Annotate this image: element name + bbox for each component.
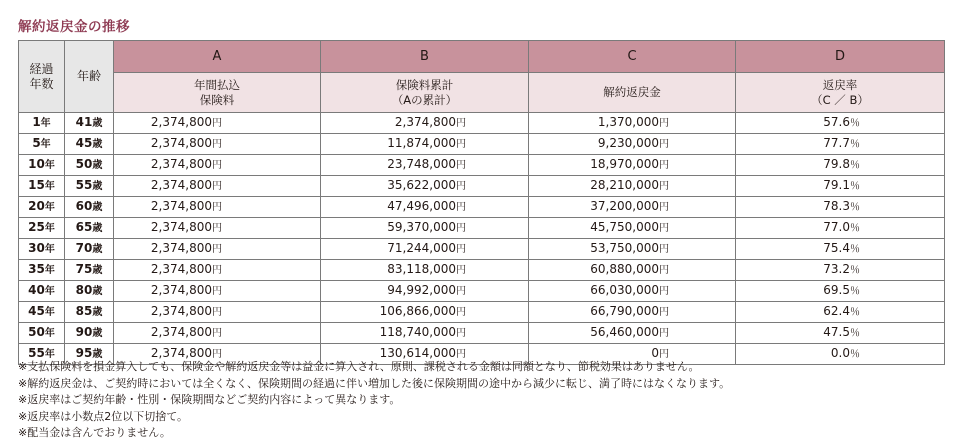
yen-unit: 円 <box>212 160 222 171</box>
yen-unit: 円 <box>212 118 222 129</box>
elapsed-years-value: 20 <box>28 199 45 213</box>
annual-premium-value: 2,374,800 <box>150 241 212 255</box>
year-unit: 年 <box>40 118 51 129</box>
yen-unit: 円 <box>456 181 466 192</box>
header-elapsed-years-label: 経過 年数 <box>29 61 54 91</box>
percent-unit: ％ <box>850 349 860 360</box>
header-surrender-value: 解約返戻金 <box>529 73 736 113</box>
header-age-label: 年齢 <box>76 69 101 83</box>
percent-unit: ％ <box>850 328 860 339</box>
age-value: 90 <box>75 325 93 339</box>
footnote: ※配当金は含んでおりません。 <box>18 426 171 439</box>
yen-unit: 円 <box>659 328 669 339</box>
surrender-value-value: 1,370,000 <box>597 115 659 129</box>
age-unit: 歳 <box>92 307 103 318</box>
annual-premium-value: 2,374,800 <box>150 199 212 213</box>
cell-return-rate <box>736 155 945 176</box>
cell-age <box>65 176 114 197</box>
cell-return-rate <box>736 239 945 260</box>
cumulative-premium-value: 47,496,000 <box>387 199 456 213</box>
percent-unit: ％ <box>850 181 860 192</box>
cell-surrender-value <box>529 323 736 344</box>
header-col-b: B <box>321 41 529 73</box>
age-unit: 歳 <box>92 160 103 171</box>
yen-unit: 円 <box>212 265 222 276</box>
elapsed-years-value: 25 <box>28 220 45 234</box>
table-row <box>19 134 945 155</box>
year-unit: 年 <box>44 328 55 339</box>
header-age <box>65 41 114 113</box>
surrender-value-value: 37,200,000 <box>590 199 659 213</box>
year-unit: 年 <box>44 181 55 192</box>
elapsed-years-value: 40 <box>28 283 45 297</box>
age-value: 70 <box>75 241 93 255</box>
cell-cumulative-premium <box>321 176 529 197</box>
yen-unit: 円 <box>456 286 466 297</box>
cell-elapsed-years <box>19 281 65 302</box>
surrender-value-value: 18,970,000 <box>590 157 659 171</box>
cell-return-rate <box>736 218 945 239</box>
footnote: ※支払保険料を損金算入しても、保険金や解約返戻金等は益金に算入され、原則、課税される金額は同額となり、節税効果はありません。 <box>18 360 700 373</box>
header-row-sub <box>19 73 945 113</box>
yen-unit: 円 <box>212 307 222 318</box>
yen-unit: 円 <box>456 118 466 129</box>
cell-cumulative-premium <box>321 260 529 281</box>
yen-unit: 円 <box>212 286 222 297</box>
cell-annual-premium <box>114 239 321 260</box>
table-row <box>19 218 945 239</box>
age-value: 95 <box>75 346 93 360</box>
annual-premium-value: 2,374,800 <box>150 136 212 150</box>
cell-return-rate <box>736 302 945 323</box>
cell-annual-premium <box>114 155 321 176</box>
return-rate-value: 78.3 <box>823 199 850 213</box>
yen-unit: 円 <box>659 223 669 234</box>
cell-annual-premium <box>114 113 321 134</box>
cell-annual-premium <box>114 197 321 218</box>
cell-surrender-value <box>529 134 736 155</box>
surrender-value-value: 56,460,000 <box>590 325 659 339</box>
elapsed-years-value: 15 <box>28 178 45 192</box>
age-unit: 歳 <box>92 202 103 213</box>
cell-age <box>65 239 114 260</box>
yen-unit: 円 <box>659 244 669 255</box>
cell-age <box>65 155 114 176</box>
elapsed-years-value: 45 <box>28 304 45 318</box>
percent-unit: ％ <box>850 139 860 150</box>
cell-return-rate <box>736 113 945 134</box>
cell-annual-premium <box>114 323 321 344</box>
cumulative-premium-value: 130,614,000 <box>379 346 456 360</box>
yen-unit: 円 <box>212 244 222 255</box>
return-rate-value: 79.8 <box>823 157 850 171</box>
year-unit: 年 <box>44 202 55 213</box>
yen-unit: 円 <box>659 139 669 150</box>
cell-cumulative-premium <box>321 281 529 302</box>
cell-surrender-value <box>529 218 736 239</box>
year-unit: 年 <box>44 349 55 360</box>
table-row <box>19 323 945 344</box>
age-unit: 歳 <box>92 118 103 129</box>
return-rate-value: 62.4 <box>823 304 850 318</box>
elapsed-years-value: 5 <box>32 136 41 150</box>
annual-premium-value: 2,374,800 <box>150 220 212 234</box>
elapsed-years-value: 35 <box>28 262 45 276</box>
cell-age <box>65 260 114 281</box>
age-unit: 歳 <box>92 223 103 234</box>
cell-annual-premium <box>114 176 321 197</box>
year-unit: 年 <box>44 160 55 171</box>
return-rate-value: 0.0 <box>830 346 850 360</box>
cell-cumulative-premium <box>321 218 529 239</box>
annual-premium-value: 2,374,800 <box>150 262 212 276</box>
age-unit: 歳 <box>92 328 103 339</box>
year-unit: 年 <box>44 244 55 255</box>
return-rate-value: 73.2 <box>823 262 850 276</box>
cell-elapsed-years <box>19 134 65 155</box>
cell-elapsed-years <box>19 323 65 344</box>
cell-surrender-value <box>529 176 736 197</box>
yen-unit: 円 <box>659 202 669 213</box>
surrender-value-value: 66,790,000 <box>590 304 659 318</box>
cell-elapsed-years <box>19 260 65 281</box>
cell-annual-premium <box>114 260 321 281</box>
percent-unit: ％ <box>850 202 860 213</box>
annual-premium-value: 2,374,800 <box>150 157 212 171</box>
surrender-value-value: 28,210,000 <box>590 178 659 192</box>
year-unit: 年 <box>44 223 55 234</box>
yen-unit: 円 <box>212 202 222 213</box>
cell-elapsed-years <box>19 113 65 134</box>
return-rate-value: 75.4 <box>823 241 850 255</box>
yen-unit: 円 <box>456 328 466 339</box>
cell-annual-premium <box>114 218 321 239</box>
cumulative-premium-value: 35,622,000 <box>387 178 456 192</box>
annual-premium-value: 2,374,800 <box>150 115 212 129</box>
return-rate-value: 69.5 <box>823 283 850 297</box>
age-value: 80 <box>75 283 93 297</box>
age-unit: 歳 <box>92 286 103 297</box>
yen-unit: 円 <box>456 202 466 213</box>
cell-cumulative-premium <box>321 134 529 155</box>
cell-annual-premium <box>114 302 321 323</box>
header-col-a: A <box>114 41 321 73</box>
cell-surrender-value <box>529 155 736 176</box>
surrender-value-value: 60,880,000 <box>590 262 659 276</box>
age-value: 85 <box>75 304 93 318</box>
annual-premium-value: 2,374,800 <box>150 325 212 339</box>
yen-unit: 円 <box>212 139 222 150</box>
footnote: ※解約返戻金は、ご契約時においては全くなく、保険期間の経過に伴い増加した後に保険期間の途中から減少に転じ、満了時にはなくなります。 <box>18 376 731 390</box>
yen-unit: 円 <box>456 244 466 255</box>
header-row-letters <box>19 41 945 73</box>
surrender-value-table <box>18 40 945 365</box>
cell-cumulative-premium <box>321 323 529 344</box>
return-rate-value: 77.7 <box>823 136 850 150</box>
cell-age <box>65 134 114 155</box>
footnote: ※返戻率は小数点2位以下切捨て。 <box>18 409 188 423</box>
table-title: 解約返戻金の推移 <box>18 19 130 35</box>
return-rate-value: 47.5 <box>823 325 850 339</box>
yen-unit: 円 <box>212 349 222 360</box>
cell-surrender-value <box>529 239 736 260</box>
cell-cumulative-premium <box>321 302 529 323</box>
age-value: 55 <box>75 178 93 192</box>
elapsed-years-value: 1 <box>32 115 41 129</box>
cell-age <box>65 323 114 344</box>
percent-unit: ％ <box>850 244 860 255</box>
cell-cumulative-premium <box>321 155 529 176</box>
return-rate-value: 79.1 <box>823 178 850 192</box>
yen-unit: 円 <box>659 286 669 297</box>
yen-unit: 円 <box>456 223 466 234</box>
cell-return-rate <box>736 323 945 344</box>
cell-surrender-value <box>529 260 736 281</box>
cell-return-rate <box>736 260 945 281</box>
age-value: 65 <box>75 220 93 234</box>
year-unit: 年 <box>40 139 51 150</box>
header-elapsed-years <box>19 41 65 113</box>
yen-unit: 円 <box>659 349 669 360</box>
cell-return-rate <box>736 134 945 155</box>
cell-return-rate <box>736 281 945 302</box>
cell-return-rate <box>736 176 945 197</box>
cumulative-premium-value: 59,370,000 <box>387 220 456 234</box>
header-return-rate: 返戻率 （C ／ B） <box>736 73 945 113</box>
yen-unit: 円 <box>212 328 222 339</box>
cell-surrender-value <box>529 302 736 323</box>
cell-annual-premium <box>114 134 321 155</box>
table-row <box>19 197 945 218</box>
cell-age <box>65 113 114 134</box>
percent-unit: ％ <box>850 118 860 129</box>
age-value: 41 <box>75 115 93 129</box>
cell-cumulative-premium <box>321 239 529 260</box>
yen-unit: 円 <box>212 223 222 234</box>
header-cumulative-premium: 保険料累計 （Aの累計） <box>321 73 529 113</box>
yen-unit: 円 <box>212 181 222 192</box>
age-unit: 歳 <box>92 181 103 192</box>
yen-unit: 円 <box>456 160 466 171</box>
annual-premium-value: 2,374,800 <box>150 304 212 318</box>
elapsed-years-value: 50 <box>28 325 45 339</box>
surrender-value-value: 53,750,000 <box>590 241 659 255</box>
year-unit: 年 <box>44 265 55 276</box>
yen-unit: 円 <box>659 118 669 129</box>
elapsed-years-value: 30 <box>28 241 45 255</box>
age-unit: 歳 <box>92 349 103 360</box>
annual-premium-value: 2,374,800 <box>150 178 212 192</box>
yen-unit: 円 <box>456 265 466 276</box>
age-unit: 歳 <box>92 139 103 150</box>
yen-unit: 円 <box>659 307 669 318</box>
age-unit: 歳 <box>92 265 103 276</box>
table-row <box>19 281 945 302</box>
elapsed-years-value: 55 <box>28 346 45 360</box>
annual-premium-value: 2,374,800 <box>150 283 212 297</box>
footnote: ※返戻率はご契約年齢・性別・保険期間などご契約内容によって異なります。 <box>18 393 401 406</box>
surrender-value-value: 9,230,000 <box>597 136 659 150</box>
cell-age <box>65 281 114 302</box>
cell-elapsed-years <box>19 302 65 323</box>
age-value: 45 <box>75 136 93 150</box>
age-unit: 歳 <box>92 244 103 255</box>
cumulative-premium-value: 2,374,800 <box>394 115 456 129</box>
cell-surrender-value <box>529 113 736 134</box>
age-value: 75 <box>75 262 93 276</box>
table-row <box>19 302 945 323</box>
cumulative-premium-value: 23,748,000 <box>387 157 456 171</box>
table-row <box>19 113 945 134</box>
yen-unit: 円 <box>659 265 669 276</box>
percent-unit: ％ <box>850 265 860 276</box>
table-row <box>19 176 945 197</box>
surrender-value-value: 45,750,000 <box>590 220 659 234</box>
yen-unit: 円 <box>659 181 669 192</box>
yen-unit: 円 <box>456 307 466 318</box>
cell-age <box>65 302 114 323</box>
header-col-c: C <box>529 41 736 73</box>
yen-unit: 円 <box>456 139 466 150</box>
table-row <box>19 239 945 260</box>
cumulative-premium-value: 11,874,000 <box>387 136 456 150</box>
cell-elapsed-years <box>19 218 65 239</box>
table-row <box>19 260 945 281</box>
percent-unit: ％ <box>850 286 860 297</box>
cumulative-premium-value: 83,118,000 <box>387 262 456 276</box>
cell-surrender-value <box>529 197 736 218</box>
return-rate-value: 77.0 <box>823 220 850 234</box>
percent-unit: ％ <box>850 160 860 171</box>
age-value: 50 <box>75 157 93 171</box>
annual-premium-value: 2,374,800 <box>150 346 212 360</box>
yen-unit: 円 <box>659 160 669 171</box>
yen-unit: 円 <box>456 349 466 360</box>
cumulative-premium-value: 118,740,000 <box>379 325 456 339</box>
header-annual-premium: 年間払込 保険料 <box>114 73 321 113</box>
cell-cumulative-premium <box>321 113 529 134</box>
percent-unit: ％ <box>850 223 860 234</box>
cell-cumulative-premium <box>321 197 529 218</box>
footnotes <box>18 359 948 442</box>
cell-elapsed-years <box>19 176 65 197</box>
cell-return-rate <box>736 197 945 218</box>
return-rate-value: 57.6 <box>823 115 850 129</box>
cell-age <box>65 197 114 218</box>
cumulative-premium-value: 106,866,000 <box>379 304 456 318</box>
cell-elapsed-years <box>19 155 65 176</box>
cell-surrender-value <box>529 281 736 302</box>
surrender-value-value: 0 <box>651 346 659 360</box>
table-row <box>19 155 945 176</box>
surrender-value-value: 66,030,000 <box>590 283 659 297</box>
elapsed-years-value: 10 <box>28 157 45 171</box>
percent-unit: ％ <box>850 307 860 318</box>
cell-age <box>65 218 114 239</box>
header-col-d: D <box>736 41 945 73</box>
cell-elapsed-years <box>19 197 65 218</box>
cell-elapsed-years <box>19 239 65 260</box>
year-unit: 年 <box>44 286 55 297</box>
cell-annual-premium <box>114 281 321 302</box>
cumulative-premium-value: 94,992,000 <box>387 283 456 297</box>
cumulative-premium-value: 71,244,000 <box>387 241 456 255</box>
age-value: 60 <box>75 199 93 213</box>
year-unit: 年 <box>44 307 55 318</box>
